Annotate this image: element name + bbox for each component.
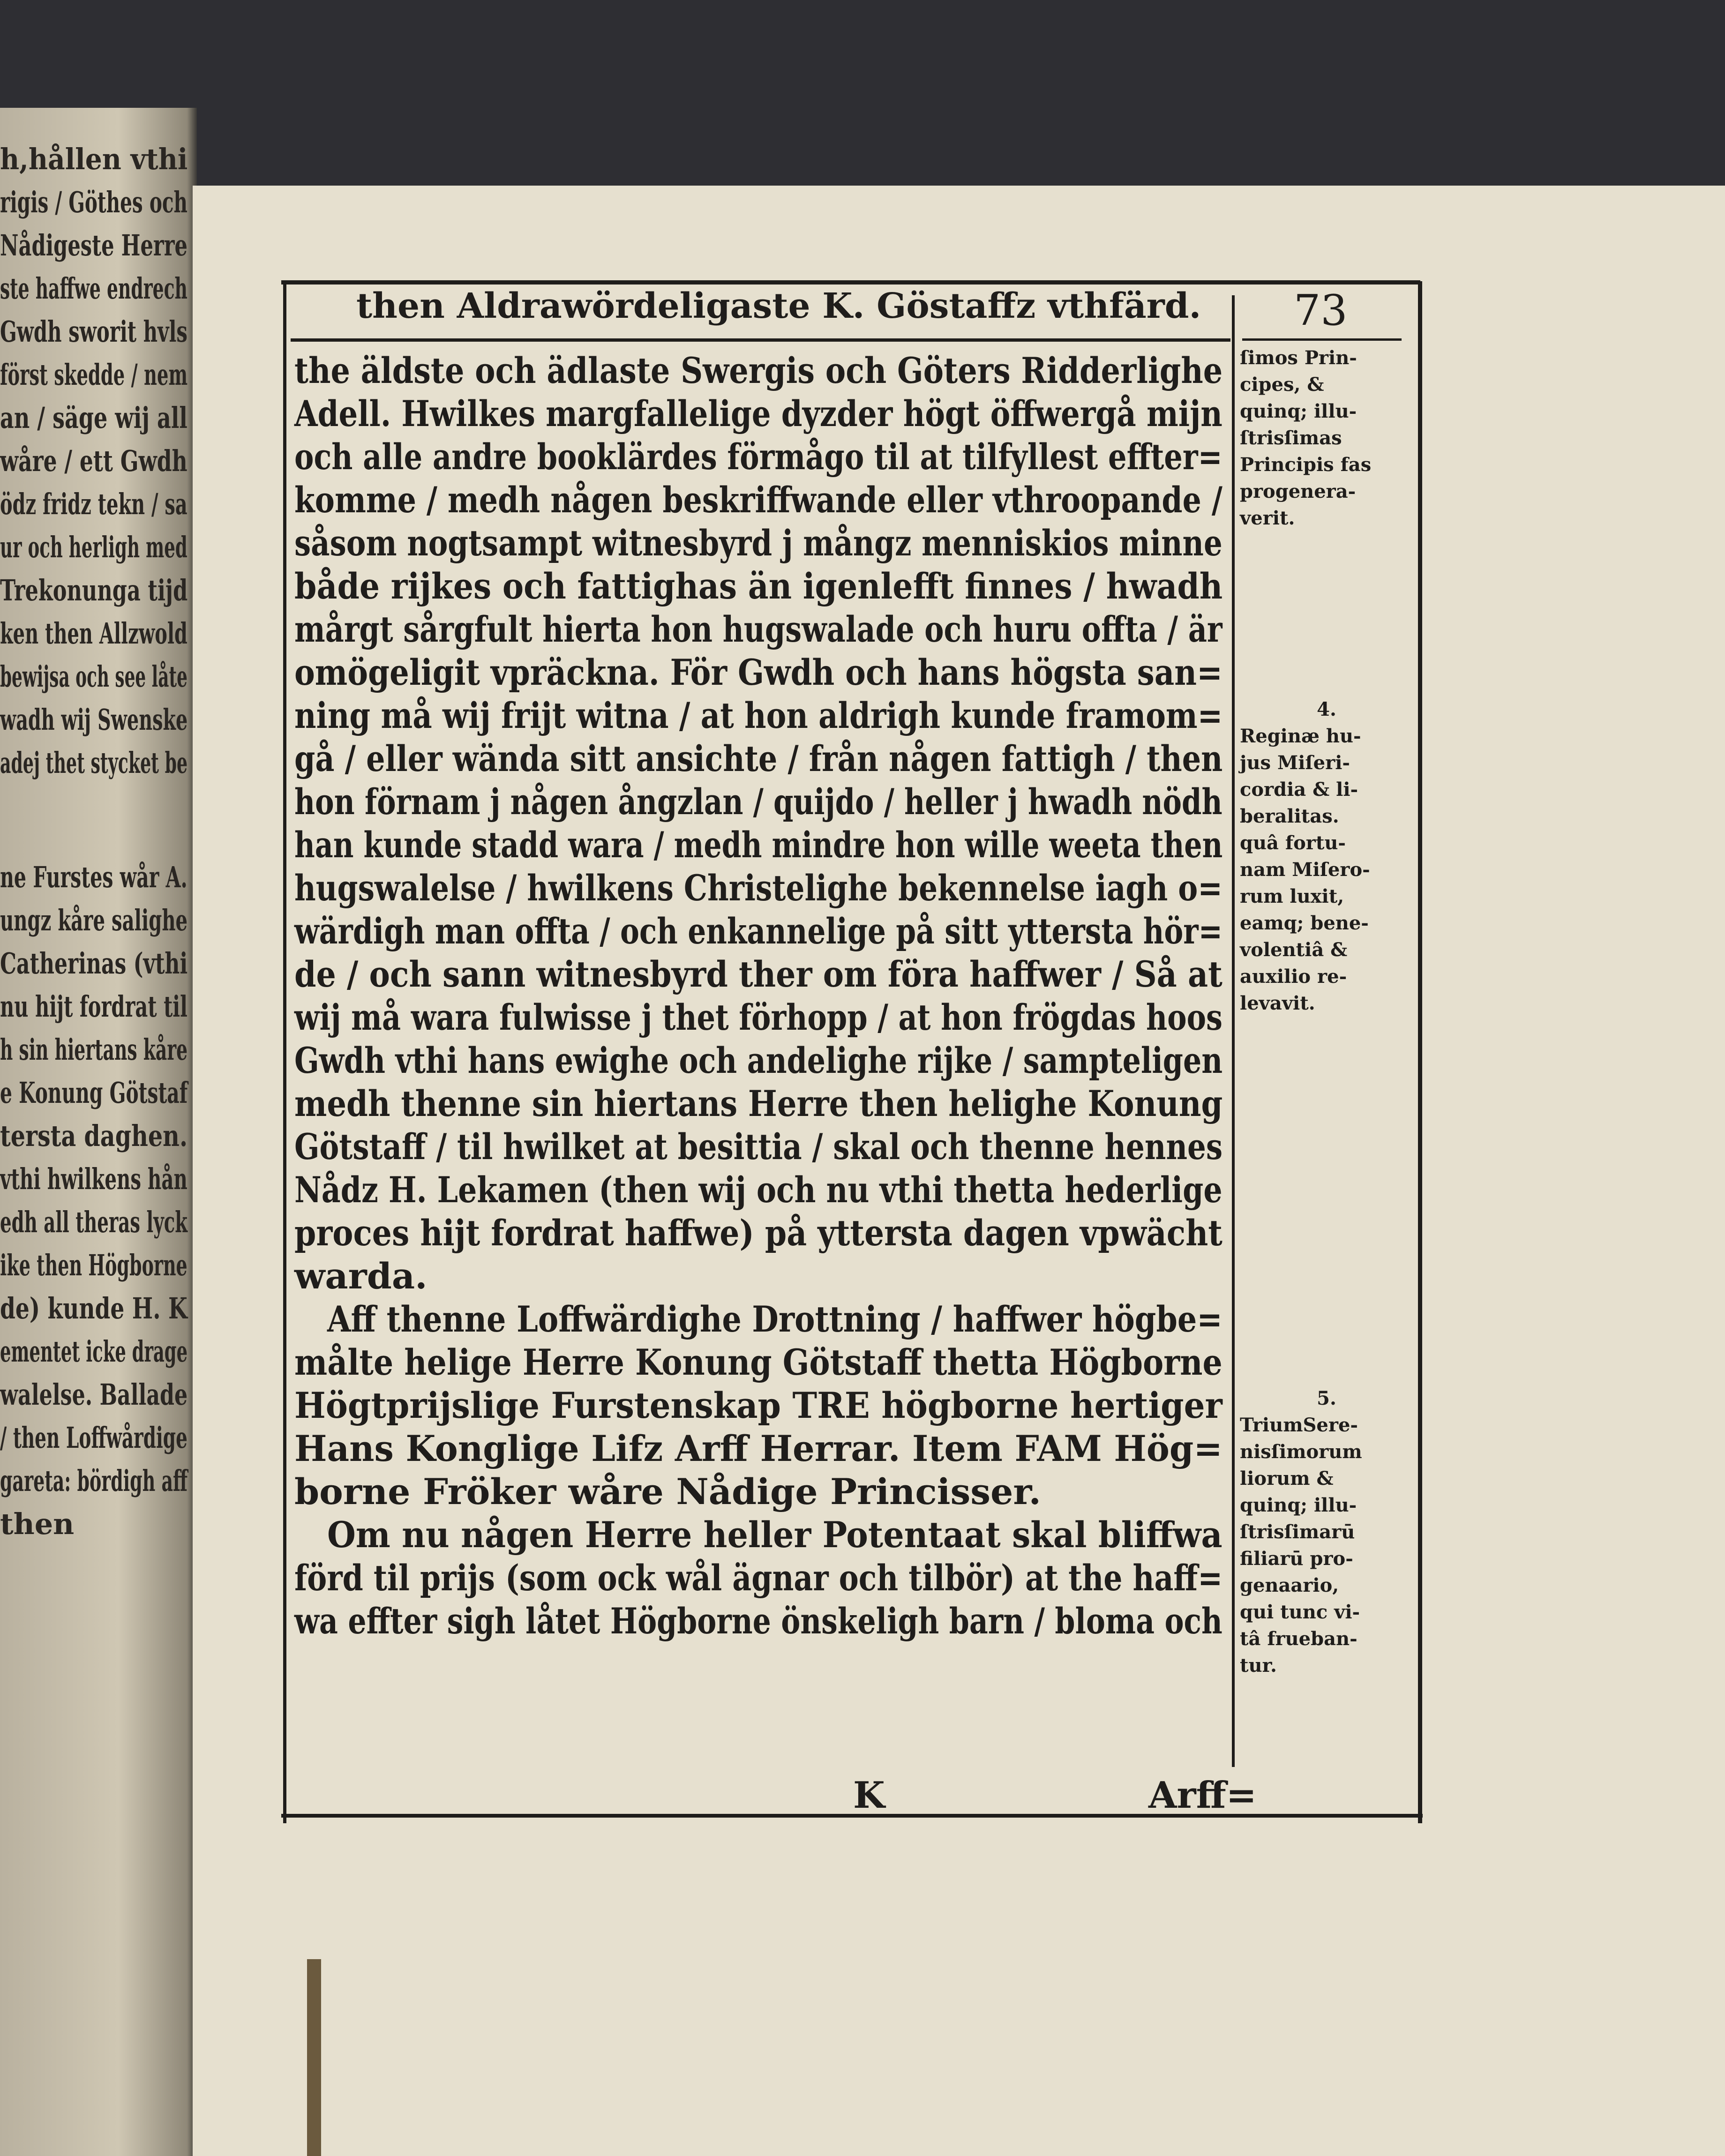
facing-page-line: / then Loffwårdige [0, 1421, 188, 1455]
facing-page-line: then [0, 1507, 75, 1541]
right-border-rule [1418, 281, 1422, 1823]
facing-page-line: bewijsa och see låte [0, 659, 188, 694]
bookmark-ribbon [307, 1959, 321, 2156]
text-line: Nådz H. Lekamen (then wij och nu vthi thetta hederlige [294, 1169, 1222, 1211]
text-line: the äldste och ädlaste Swergis och Göters Ridderlighe [294, 350, 1223, 391]
left-border-rule [283, 281, 286, 1823]
margin-note-line: beralitas. [1240, 805, 1339, 827]
text-line: hon förnam j någen ångzlan / quijdo / heller j hwadh nödh [294, 781, 1222, 823]
facing-page-line: ementet icke drage [0, 1334, 188, 1369]
facing-page-line: h,hållen vthi [0, 142, 188, 176]
margin-note-line: quinq; illu- [1240, 400, 1357, 422]
text-line: wa effter sigh låtet Högborne önskeligh barn / bloma och [294, 1600, 1222, 1642]
margin-note-line: verit. [1240, 507, 1295, 529]
text-line: Aff thenne Loffwärdighe Drottning / haffwer högbe= [327, 1298, 1222, 1340]
margin-note-line: rum luxit, [1240, 885, 1344, 907]
margin-note-number: 4. [1317, 698, 1336, 720]
margin-note-line: tur. [1240, 1654, 1277, 1677]
margin-note-line: quinq; illu- [1240, 1494, 1357, 1516]
text-line: och alle andre booklärdes förmågo til at tilfyllest effter= [294, 436, 1222, 478]
margin-note-line: quâ fortu- [1240, 832, 1346, 854]
margin-note-line: ſimos Prin- [1240, 347, 1357, 369]
margin-note-line: volentiâ & [1240, 939, 1348, 961]
facing-page-line: nu hijt fordrat til [0, 989, 188, 1024]
facing-page-line: de) kunde H. K [0, 1291, 188, 1325]
facing-page-line: Catherinas (vthi [0, 946, 188, 981]
text-line: proces hijt fordrat haffwe) på yttersta dagen vpwächt [294, 1212, 1222, 1254]
facing-page-line: wadh wij Swenske [0, 703, 188, 737]
text-line: omögeligit vpräckna. För Gwdh och hans högsta san= [294, 651, 1223, 693]
text-line: Adell. Hwilkes margfallelige dyzder högt öffwergå mijn [294, 393, 1222, 434]
margin-divider-rule [1232, 295, 1235, 1767]
page-number-rule [1242, 338, 1402, 341]
facing-page [0, 108, 197, 2156]
text-line: hugswalelse / hwilkens Christelighe bekennelse iagh o= [294, 867, 1222, 909]
text-line: han kunde stadd wara / medh mindre hon wille weeta then [294, 824, 1223, 866]
margin-note-line: Principis fas [1240, 454, 1372, 476]
facing-page-line: ne Furstes wår A. [0, 860, 188, 894]
facing-page-line: an / säge wij all [0, 401, 188, 435]
margin-note-line: genaario, [1240, 1574, 1339, 1596]
margin-note-line: liorum & [1240, 1467, 1334, 1490]
margin-note-4 [1240, 696, 1413, 1017]
margin-note-5 [1240, 1385, 1413, 1679]
text-line: wärdigh man offta / och enkannelige på sitt yttersta hör= [294, 910, 1223, 952]
facing-page-line: ur och herligh med [0, 530, 188, 564]
facing-page-line: Trekonunga tijd [0, 573, 188, 607]
margin-note-line: filiarū pro- [1240, 1548, 1353, 1570]
margin-note-line: progenera- [1240, 480, 1356, 502]
text-line: de / och sann witnesbyrd ther om föra haffwer / Så at [294, 953, 1222, 995]
margin-note-line: jus Miſeri- [1240, 752, 1350, 774]
signature-mark: K [853, 1774, 885, 1817]
facing-page-line: wåre / ett Gwdh [0, 444, 188, 478]
text-line: både rijkes och fattighas än igenlefft finnes / hwadh [294, 565, 1223, 607]
margin-note-line: ſtrisſimas [1240, 427, 1342, 449]
text-line: ning må wij frijt witna / at hon aldrigh kunde framom= [294, 695, 1223, 736]
running-head: then Aldrawördeligaste K. Göstaffz vthfärd. [356, 286, 1201, 326]
margin-note-line: nisſimorum [1240, 1441, 1362, 1463]
facing-page-line: ungz kåre salighe [0, 903, 188, 937]
facing-page-line: gareta: bördigh aff [0, 1464, 188, 1498]
text-line: Gwdh vthi hans ewighe och andelighe rijke / sampteligen [294, 1040, 1223, 1081]
facing-page-line: adej thet stycket be [0, 746, 188, 780]
text-line: förd til prijs (som ock wål ägnar och tilbör) at the haff= [294, 1557, 1223, 1599]
facing-page-line: tersta daghen. [0, 1119, 188, 1153]
facing-page-line: e Konung Götstaf [0, 1076, 188, 1110]
margin-note-line: nam Miſero- [1240, 859, 1370, 881]
catchword: Arff= [1148, 1774, 1257, 1817]
page-number: 73 [1294, 286, 1348, 335]
text-line: målte helige Herre Konung Götstaff thetta Högborne [294, 1341, 1222, 1383]
text-line: komme / medh någen beskriffwande eller vthroopande / [294, 479, 1222, 521]
header-rule [291, 338, 1230, 342]
facing-page-line: walelse. Ballade [0, 1377, 188, 1412]
margin-note-line: TriumSere- [1240, 1414, 1358, 1436]
facing-page-line: först skedde / nem [0, 358, 188, 392]
margin-note-line: eamq; bene- [1240, 912, 1369, 934]
top-border-rule [281, 280, 1420, 284]
text-line: warda. [294, 1255, 428, 1297]
facing-page-line: edh all theras lyck [0, 1205, 188, 1239]
text-line: mårgt sårgfult hierta hon hugswalade och huru offta / är [294, 608, 1222, 650]
text-line: Hans Konglige Lifz Arff Herrar. Item FAM Hög= [294, 1428, 1222, 1469]
margin-note-line: auxilio re- [1240, 966, 1347, 988]
main-text-body [294, 349, 1222, 1643]
margin-note-3 [1240, 344, 1413, 532]
text-line: medh thenne sin hiertans Herre then helighe Konung [294, 1083, 1223, 1124]
facing-page-line: ike then Högborne [0, 1248, 188, 1282]
facing-page-line: ödz fridz tekn / sa [0, 487, 188, 521]
facing-page-line: Gwdh sworit hvls [0, 314, 188, 349]
margin-note-line: cipes, & [1240, 374, 1324, 396]
facing-page-line: h sin hiertans kåre [0, 1033, 188, 1067]
margin-note-line: ſtrisſimarū [1240, 1521, 1355, 1543]
margin-note-line: tâ frueban- [1240, 1628, 1358, 1650]
facing-page-line: ken then Allzwold [0, 616, 188, 651]
text-line: wij må wara fulwisse j thet förhopp / at hon frögdas hoos [294, 996, 1222, 1038]
text-line: såsom nogtsampt witnesbyrd j mångz menniskios minne [294, 522, 1222, 564]
facing-page-line: rigis / Göthes och [0, 185, 188, 219]
text-line: borne Fröker wåre Nådige Princisser. [294, 1471, 1041, 1512]
margin-note-line: Reginæ hu- [1240, 725, 1361, 747]
facing-page-line: vthi hwilkens hån [0, 1162, 188, 1196]
text-line: gå / eller wända sitt ansichte / från någen fattigh / then [294, 738, 1223, 779]
margin-note-line: levavit. [1240, 992, 1315, 1014]
text-line: Högtprijslige Furstenskap TRE högborne hertiger [294, 1385, 1222, 1426]
margin-note-line: cordia & li- [1240, 779, 1358, 801]
facing-page-line: Nådigeste Herre [0, 228, 188, 262]
margin-note-line: qui tunc vi- [1240, 1601, 1360, 1623]
facing-page-line: ste haffwe endrech [0, 271, 188, 306]
margin-note-number: 5. [1317, 1387, 1336, 1409]
text-line: Om nu någen Herre heller Potentaat skal bliffwa [327, 1514, 1222, 1556]
text-line: Götstaff / til hwilket at besittia / skal och thenne hennes [294, 1126, 1223, 1168]
